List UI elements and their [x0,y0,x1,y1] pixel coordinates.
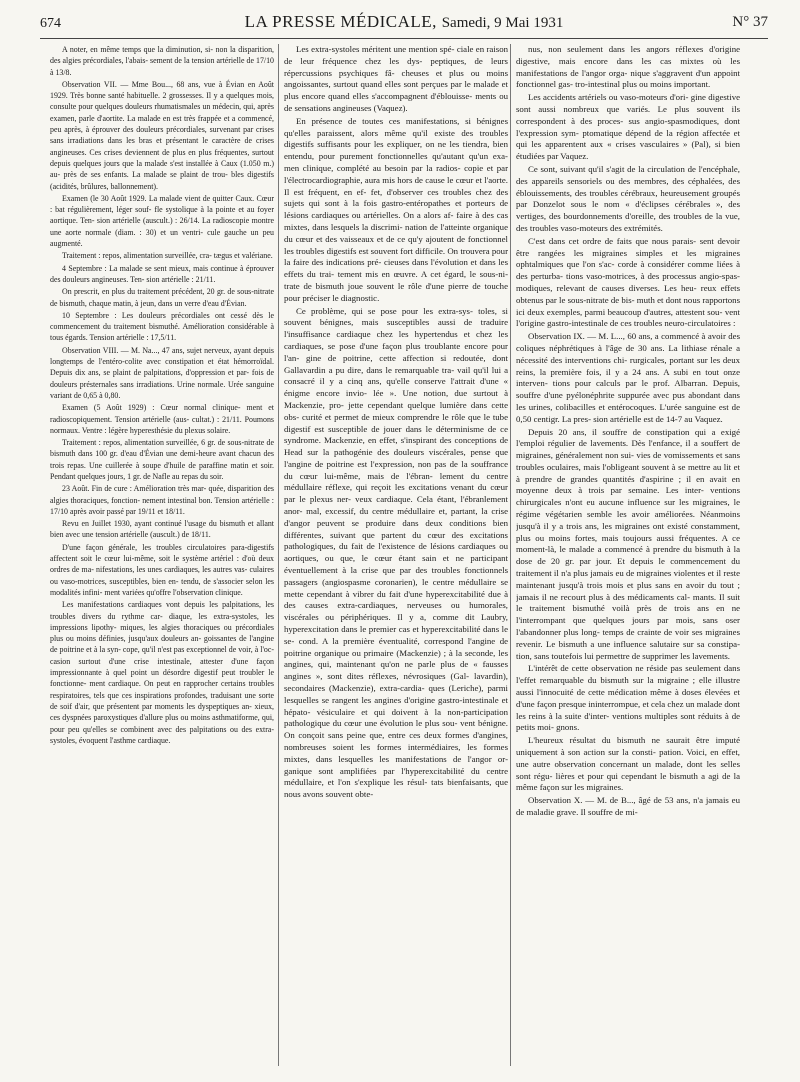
issue-date: Samedi, 9 Mai 1931 [441,15,564,31]
header-rule [40,38,768,39]
paragraph: Ce sont, suivant qu'il s'agit de la circulation de l'encéphale, des appareils sensoriels ou des membres, des céphalées, des éblouissements, des troubles cérébraux, heureusement groupés par Donzelot sous le nom « d'éclipses cérébrales », des vertiges, des bourdonnements d'oreille, des troubles de la vue, des troubles vaso-moteurs des extrémités. [516,163,740,233]
observation-viii: Observation VIII. — M. Na..., 47 ans, sujet nerveux, ayant depuis longtemps de l'entéro-colite avec constipation et état hémorroïdal. Depuis dix ans, se plaint de palpitations, d'oppression et par- fois de douleurs présternales sans irradiations. Urine normale. Urée sanguine variant de 0,65 à 0,80. [50,345,274,400]
paragraph: Traitement : repos, alimentation surveillée, 6 gr. de sous-nitrate de bismuth dans 100 gr. d'eau d'Évian une demi-heure avant chacun des trois repas. Une cuillerée à soupe d'huile de paraffine matin et soir. Pendant quelques jours, 1 gr. de Nafle au repas du soir. [50,438,274,481]
journal-title-line [40,12,768,32]
paragraph: 4 Septembre : La malade se sent mieux, mais continue à éprouver des douleurs angineuses. Ten- sion artérielle : 21/11. [50,263,274,284]
column-1 [50,44,274,1074]
paragraph: L'intérêt de cette observation ne réside pas seulement dans l'effet remarquable du bismuth sur la migraine ; elle illustre aussi l'innocuité de cette médication même à doses élevées et d'une façon presque ininterrompue, et cela chez un malade dont les reins à la suite d'inter- ventions multiples sont réduits à de petits moi- gnons. [516,663,740,733]
paragraph: L'heureux résultat du bismuth ne saurait être imputé uniquement à son action sur la consti- pation. Voici, en effet, une autre observation concernant un malade, dont les selles sont régu- lières et pour qui cependant le bismuth a agi de la même façon sur les migraines. [516,735,740,793]
column-3 [516,44,740,1074]
column-divider [278,44,279,1066]
paragraph: En présence de toutes ces manifestations, si bénignes qu'elles paraissent, alors même qu'il existe des troubles digestifs suffisants pour les expliquer, on ne les tiendra, bien entendu, pour purement fonctionnelles qu'autant qu'un exa- men clinique, complété au besoin par la radios- copie et par l'électrocardiographie, aura mis hors de cause le cœur et l'aorte. Il est fréquent, en ef- fet, d'observer ces troubles chez des sujets qui sont à la fois gastro-entéropathes et porteurs de lésions cardiaques ou artérielles. On a alors af- faire à des cas mixtes, dans lesquels la discrimi- nation de l'atteinte organique du cœur et des vaisseaux et de ce qu'y ajoutent de fonctionnel les troubles digestifs est souvent fort difficile. On trouvera pour la faire des indications pré- cieuses dans l'évolution et dans les effets du trai- tement mis en œuvre. A cet égard, le sous-ni- trate de bismuth joue souvent le rôle d'une pierre de touche pour préciser le diagnostic. [284,115,508,303]
page-number: 674 [40,16,61,31]
paragraph: C'est dans cet ordre de faits que nous parais- sent devoir être rangées les migraines simples et les migraines ophtalmiques que l'on s'ac- corde à considérer comme liées à des perturba- tions vaso-motrices, à des processus angio-spas- modiques, relevant de causes diverses. Les heu- reux effets obtenus par le sous-nitrate de bis- muth et dont nous rapportons ici deux exemples, parmi beaucoup d'autres, attestent sou- vent l'origine gastro-intestinale de ces troubles neuro-circulatoires : [516,235,740,329]
paragraph: Examen (5 Août 1929) : Cœur normal clinique- ment et radioscopiquement. Tension artérielle (aus- cultat.) : 21/11. Poumons normaux. Ventre : légère hyperesthésie du plexus solaire. [50,403,274,435]
paragraph: Depuis 20 ans, il souffre de constipation qui a exigé l'emploi régulier de lavements. Dès l'enfance, il a souffert de migraines, généralement non sui- vies de vomissements et sans troubles oculaires, mais l'obligeant souvent à se mettre au lit et à prendre de grandes quantités d'aspirine ; il en avait en moyenne deux à trois par semaine. Les inter- ventions chirurgicales n'ont eu aucune influence sur les migraines, le régime végétarien semble les avoir améliorées. Néanmoins jusqu'à il y a trois ans, les migraines ont existé constamment, plus ou moins fortes, mais toujours aussi fréquentes. A ce moment-là, le malade a commencé à prendre du bismuth à la dose de 20 gr. par jour. Et depuis le commencement du traitement il n'a plus jamais eu de migraines violentes et il reste maintenant jusqu'à trois mois et plus sans en avoir du tout ; jamais il ne recourt plus à des médicaments cal- mants. Il suit le traitement bismuthé voilà près de trois ans en ne l'interrompant que quelques jours par mois, sans oser l'abandonner plus long- temps de crainte de voir ses migraines revenir. Le bismuth a une influence salutaire sur sa constipa- tion, sans toutefois lui permettre de supprimer les lavements. [516,426,740,661]
paragraph: Revu en Juillet 1930, ayant continué l'usage du bismuth et allant bien avec une tension artérielle (auscult.) de 18/11. [50,519,274,540]
paragraph: D'une façon générale, les troubles circulatoires para-digestifs affectent soit le cœur lui-même, soit le système artériel : d'où deux ordres de ma- nifestations, les unes cardiaques, les autres vas- culaires ou vaso-motrices, susceptibles, bien en- tendu, de s'associer selon les modalités infini- ment variées qu'offre l'observation clinique. [50,542,274,597]
paragraph: Les extra-systoles méritent une mention spé- ciale en raison de leur fréquence chez les dys- peptiques, de leurs répercussions psychiques fâ- cheuses et plus ou moins angoissantes, surtout quand elles sont perçues par le malade et plus encore quand elles s'accompagnent d'éblouisse- ments ou de sensations angineuses (Vaquez). [284,44,508,113]
paragraph: Les manifestations cardiaques vont depuis les palpitations, les troubles divers du rythme car- diaque, les extra-systoles, les impressions lipothy- miques, les algies thoraciques ou précordiales plus ou moins définies, jusqu'aux douleurs an- goissantes de l'angine de poitrine et à la syn- cope, qu'il n'est pas exceptionnel de voir, à l'oc- casion surtout d'une crise intestinale, attester d'une façon impressionnante à quel point un désordre digestif peut troubler le fonctionne- ment cardiaque. On peut en rapprocher certains troubles respiratoires, tels que ces inspirations profondes, traduisant une sorte de soif d'air, que présentent par moments les dyspeptiques an- xieux, ces dyspnées paroxystiques d'allure plus ou moins asthmatiforme, qui, pour peu qu'elles se combinent avec des palpitations ou des extra- systoles, évoquent l'asthme cardiaque. [50,600,274,745]
issue-number: N° 37 [732,14,768,30]
paragraph: Les accidents artériels ou vaso-moteurs d'ori- gine digestive sont aussi nombreux que variés. Le plus souvent ils correspondent à des proces- sus angio-spasmodiques, dont l'expression sym- ptomatique dépend de la région affectée et qui les apparentent aux « crises vasculaires » (Pal), si bien étudiées par Vaquez. [516,92,740,162]
paragraph: Examen (le 30 Août 1929. La malade vient de quitter Caux. Cœur : bat régulièrement, léger souf- fle systolique à la pointe et au foyer aortique. Ten- sion artérielle (auscult.) : 26/14. La radioscopie montre une aorte normale (diam. : 30) et un ventri- cule gauche un peu augmenté. [50,193,274,249]
paragraph: 23 Août. Fin de cure : Amélioration très mar- quée, disparition des algies thoraciques, fonction- nement intestinal bon. Tension artérielle : 17/10 après avoir passé par 19/11 et 18/11. [50,484,274,516]
paragraph: A noter, en même temps que la diminution, si- non la disparition, des algies précordiales, l'abais- sement de la tension artérielle de 17/10 à 13/8. [50,45,274,77]
column-2 [284,44,508,1074]
observation-vii: Observation VII. — Mme Bou..., 68 ans, vue à Évian en Août 1929. Très bonne santé habituelle. 2 grossesses. Il y a quelques mois, consulte pour quelques douleurs rhumatismales un médecin, qui, après examen, parle d'aortite. La malade en est très frappée et a commencé, peu après, à éprouver des douleurs précordiales, survenant par crises sans irradiations dans les bras et présentant le caractère de crises angineuses. Ces crises deviennent de plus en plus fréquentes, surtout depuis quelques jours que la malade s'est installée à Caux (1.050 m.) au- près de ses enfants. La malade se plaint de trou- bles digestifs (acidités, brûlures, ballonnement). [50,79,274,191]
paragraph: Traitement : repos, alimentation surveillée, cra- tægus et valériane. [62,251,273,261]
journal-title: LA PRESSE MÉDICALE, [244,12,437,31]
paragraph: On prescrit, en plus du traitement précédent, 20 gr. de sous-nitrate de bismuth, chaque matin, à jeun, dans un verre d'eau d'Évian. [50,287,274,308]
page-header [40,10,768,36]
paragraph: 10 Septembre : Les douleurs précordiales ont cessé dès le commencement du traitement bismuthé. Amélioration considérable à tous égards. Tension artérielle : 17,5/11. [50,310,274,343]
observation-x: Observation X. — M. de B..., âgé de 53 ans, n'a jamais eu de maladie grave. Il souffre de mi- [516,795,740,817]
observation-ix: Observation IX. — M. L..., 60 ans, a commencé à avoir des coliques néphrétiques à l'âge de 30 ans. La lithiase rénale a nécessité des interventions chi- rurgicales, portant sur les deux reins, la première fois, il y a 24 ans. A subi en tout onze interven- tions pour calculs par le prof. Albarran. Depuis, souffre d'une pyélonéphrite suppurée avec pus abondant dans les urines, colibacilles et entérocoques. L'urée sanguine est de 0,50 centigr. La pres- sion artérielle est de 14-7 au Vaquez. [516,331,740,424]
paragraph: nus, non seulement dans les angors réflexes d'origine digestive, mais encore dans les cas mixtes où les manifestations de l'angor orga- nique s'aggravent d'un appoint fonctionnel gas- tro-intestinal plus ou moins important. [516,44,740,90]
column-divider [510,44,511,1066]
paragraph: Ce problème, qui se pose pour les extra-sys- toles, si souvent bénignes, mais susceptibles aussi de traduire l'insuffisance cardiaque chez les hypertendus et chez les cardiaques, se pose d'une façon plus troublante encore pour l'an- gine de poitrine, cette affection si redoutée, dont Gallavardin a pu dire, dans le remarquable tra- vail qu'il lui a consacré il y a cinq ans, qu'elle conserve l'attrait d'une « énigme encore invio- lée ». Une notion, due surtout à Mackenzie, pro- jette cependant quelque lumière dans cette obs- curité et permet de mieux comprendre le rôle que le tube digestif est susceptible de jouer dans le déterminisme de ce syndrome. Mackenzie, en effet, s'inspirant des conceptions de Head sur la pathogénie des douleurs viscérales, pense que l'angine de poitrine est l'expression, non pas de la souffrance du cœur lui-même, mais de l'ébran- lement du centre médullaire réflexe, qui reçoit les excitations venant du cœur par le plexus ner- veux cardiaque. Cela étant, l'ébranlement anor- mal, excessif, du centre médullaire et, partant, la crise d'angor peuvent se produire dans deux conditions bien différentes, suivant que partent du cœur des excitations pathologiques, du fait de l'existence de lésions cardiaques ou aortiques, ou que, le cœur étant sain et ne participant éventuellement à la crise que par des troubles fonctionnels passagers (angiospasme coronarien), le centre médullaire se mette cependant à vibrer du fait d'une hyperexcitabilité due à des causes extra-cardiaques, nerveuses ou humorales, viscérales ou périphériques. Il y a, comme dit Laubry, hyperexcitation dans le premier cas et hyperexcitabilité dans le se- cond. A la première éventualité, correspond l'angine de poitrine organique ou primaire (Mackenzie) ; à la seconde, les angines, qui, maintenant qu'on ne parle plus de « fausses angines », sont dites réflexes, névrosiques (Gal- lavardin), secondaires (Mackenzie), extra-cardia- ques (Leriche), parmi lesquelles se rangent les angines d'origine gastro-intestinale et hépato- vésiculaire et qui doivent à la non-participation pathologique du cœur une évolution le plus sou- vent bénigne. On conçoit sans peine que, entre ces deux formes d'angines, nombreuses soient les formes intermédiaires, les formes mixtes, dans lesquelles les manifestations de l'angor or- ganique sont amplifiées par l'hyperexcitabilité du centre médullaire, et l'on s'explique les résul- tats bienfaisants, que nous avons souvent obte- [284,305,508,800]
